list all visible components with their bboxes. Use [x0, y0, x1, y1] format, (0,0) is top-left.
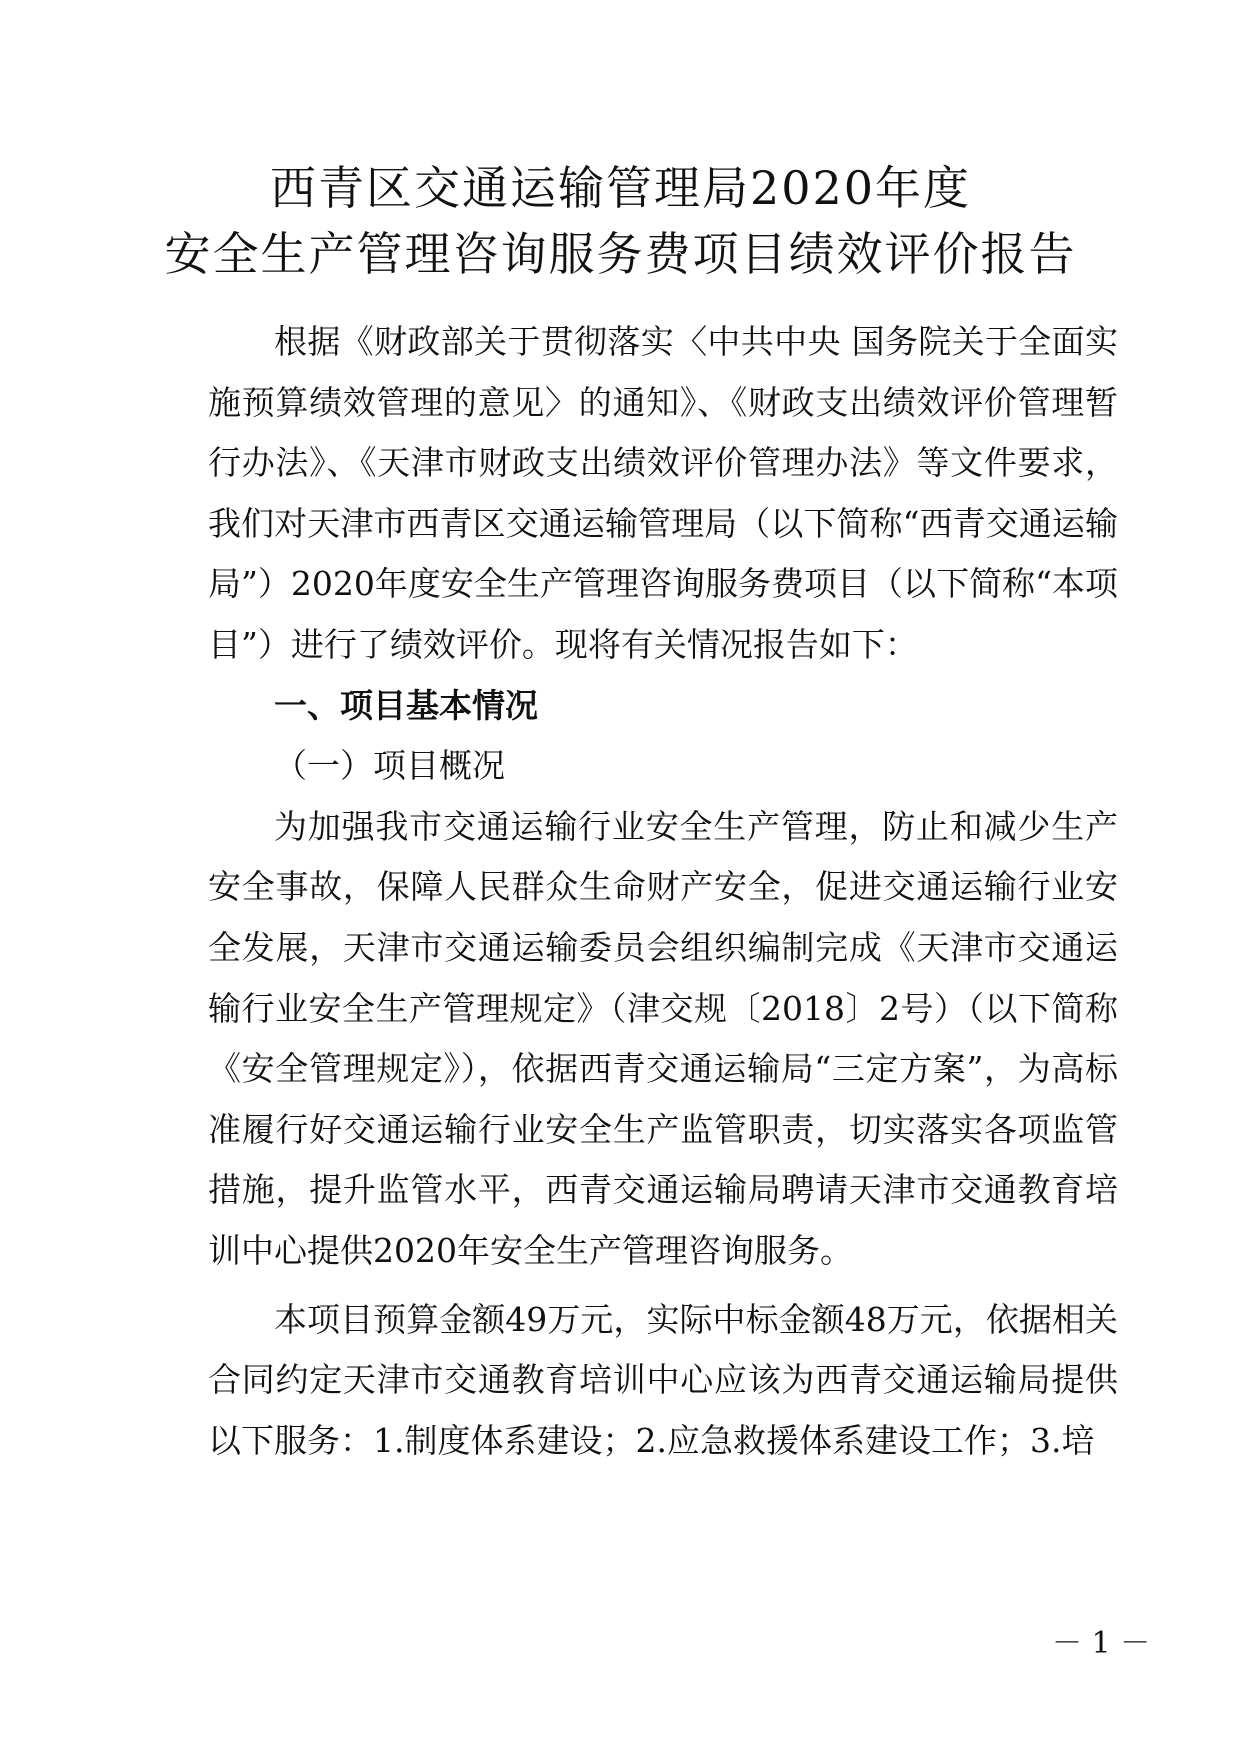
report-body	[208, 312, 1118, 1471]
budget-paragraph: 本项目预算金额49万元，实际中标金额48万元，依据相关合同约定天津市交通教育培训中心应该为西青交通运输局提供以下服务：1.制度体系建设；2.应急救援体系建设工作；3.培	[208, 1299, 1118, 1460]
overview-paragraph: 为加强我市交通运输行业安全生产管理，防止和减少生产安全事故，保障人民群众生命财产安全，促进交通运输行业安全发展，天津市交通运输委员会组织编制完成《天津市交通运输行业安全生产管理规定》（津交规〔2018〕2号）（以下简称《安全管理规定》），依据西青交通运输局“三定方案”，为高标准履行好交通运输行业安全生产监管职责，切实落实各项监管措施，提升监管水平，西青交通运输局聘请天津市交通教育培训中心提供2020年安全生产管理咨询服务。	[208, 806, 1118, 1270]
section-heading: 一、项目基本情况	[274, 685, 538, 725]
intro-paragraph: 根据《财政部关于贯彻落实〈中共中央 国务院关于全面实施预算绩效管理的意见〉的通知》、《财政支出绩效评价管理暂行办法》、《天津市财政支出绩效评价管理办法》等文件要求，我们对天津市西青区交通运输管理局（以下简称“西青交通运输局”）2020年度安全生产管理咨询服务费项目（以下简称“本项目”）进行了绩效评价。现将有关情况报告如下：	[208, 322, 1118, 664]
report-title-line1: 西青区交通运输管理局2020年度	[269, 161, 972, 215]
report-title-line2: 安全生产管理咨询服务费项目绩效评价报告	[164, 227, 1077, 281]
subsection-heading: （一）项目概况	[274, 746, 505, 786]
page-number: － 1 －	[1052, 1626, 1151, 1661]
